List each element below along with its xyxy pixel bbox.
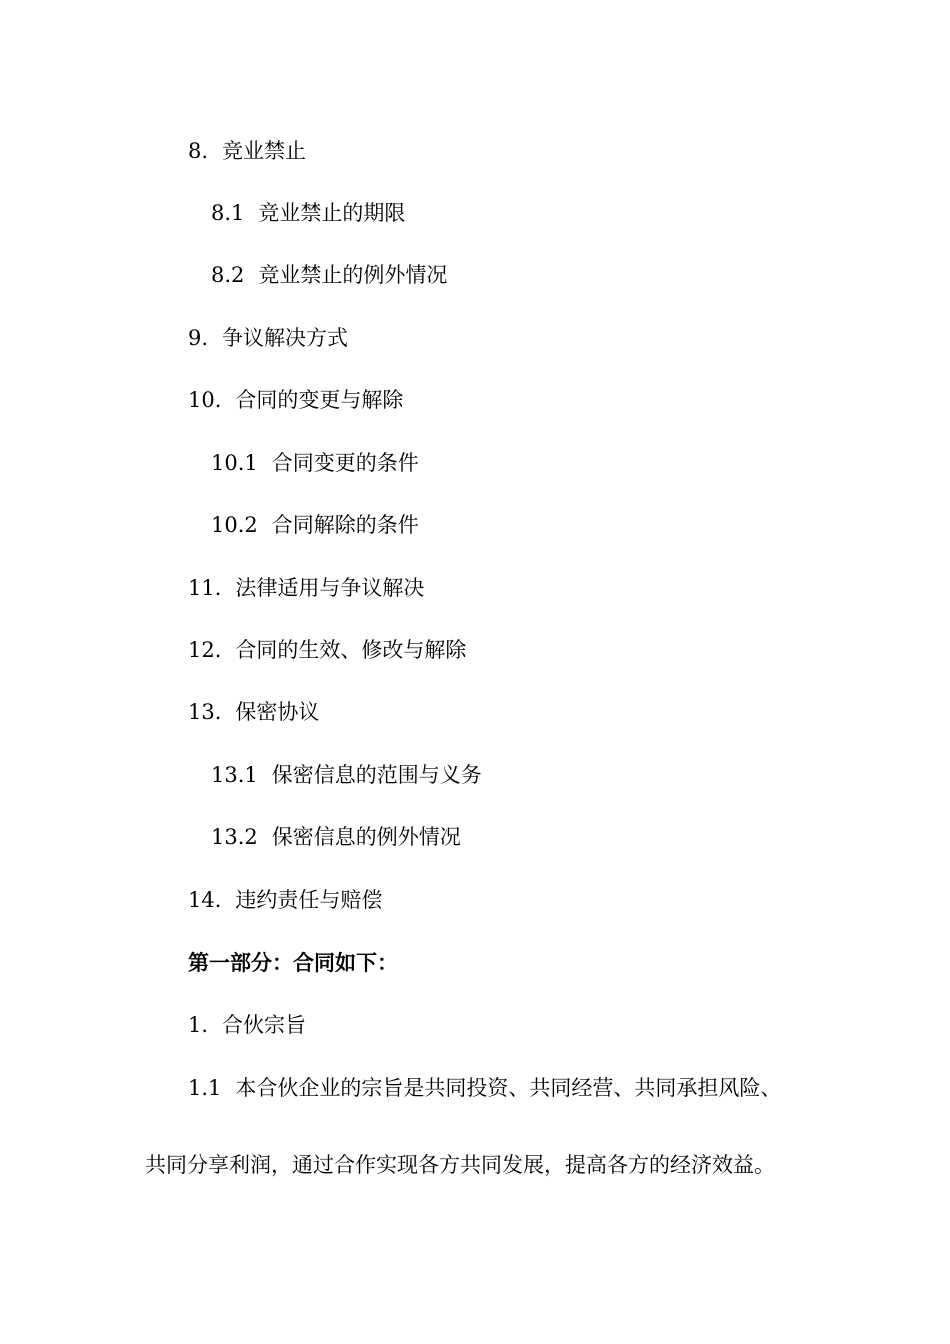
toc-item-8-2: [211, 260, 447, 290]
toc-number: 8.1: [211, 201, 245, 225]
toc-number: 10.2: [211, 513, 258, 537]
paragraph-text: 本合伙企业的宗旨是共同投资、共同经营、共同承担风险、: [235, 1076, 782, 1100]
toc-title: 合同解除的条件: [271, 513, 419, 537]
section-heading-1: [188, 1010, 306, 1040]
toc-number: 8.2: [211, 263, 245, 287]
toc-title: 合同的变更与解除: [235, 388, 404, 412]
paragraph-1-1-line-2: 共同分享利润，通过合作实现各方共同发展，提高各方的经济效益。: [145, 1153, 775, 1177]
section-title: 合伙宗旨: [222, 1013, 307, 1037]
toc-title: 合同的生效、修改与解除: [235, 638, 467, 662]
toc-title: 保密信息的例外情况: [271, 825, 461, 849]
paragraph-1-1-line-1: [188, 1073, 781, 1103]
toc-number: 10.1: [211, 451, 258, 475]
toc-item-8-1: [211, 198, 405, 228]
toc-title: 法律适用与争议解决: [235, 576, 425, 600]
toc-title: 争议解决方式: [222, 326, 349, 350]
toc-item-11: [188, 573, 424, 603]
toc-title: 合同变更的条件: [271, 451, 419, 475]
toc-title: 竞业禁止的期限: [258, 201, 406, 225]
part-heading: 第一部分：合同如下：: [188, 951, 398, 975]
toc-item-13-1: [211, 760, 482, 790]
toc-item-13: [188, 697, 319, 727]
toc-item-12: [188, 635, 466, 665]
toc-item-10-2: [211, 510, 419, 540]
toc-item-8: [188, 136, 306, 166]
toc-number: 11.: [188, 576, 222, 600]
toc-item-9: [188, 323, 348, 353]
toc-number: 14.: [188, 888, 222, 912]
toc-item-14: [188, 885, 382, 915]
toc-number: 13.: [188, 700, 222, 724]
section-number: 1.: [188, 1013, 209, 1037]
toc-title: 竞业禁止的例外情况: [258, 263, 448, 287]
toc-number: 12.: [188, 638, 222, 662]
toc-item-10-1: [211, 448, 419, 478]
toc-item-13-2: [211, 822, 461, 852]
toc-title: 保密信息的范围与义务: [271, 763, 482, 787]
toc-title: 竞业禁止: [222, 139, 307, 163]
paragraph-number: 1.1: [188, 1076, 222, 1100]
toc-number: 13.1: [211, 763, 258, 787]
toc-number: 8.: [188, 139, 209, 163]
toc-number: 10.: [188, 388, 222, 412]
toc-title: 保密协议: [235, 700, 320, 724]
toc-title: 违约责任与赔偿: [235, 888, 383, 912]
toc-item-10: [188, 385, 403, 415]
toc-number: 13.2: [211, 825, 258, 849]
toc-number: 9.: [188, 326, 209, 350]
